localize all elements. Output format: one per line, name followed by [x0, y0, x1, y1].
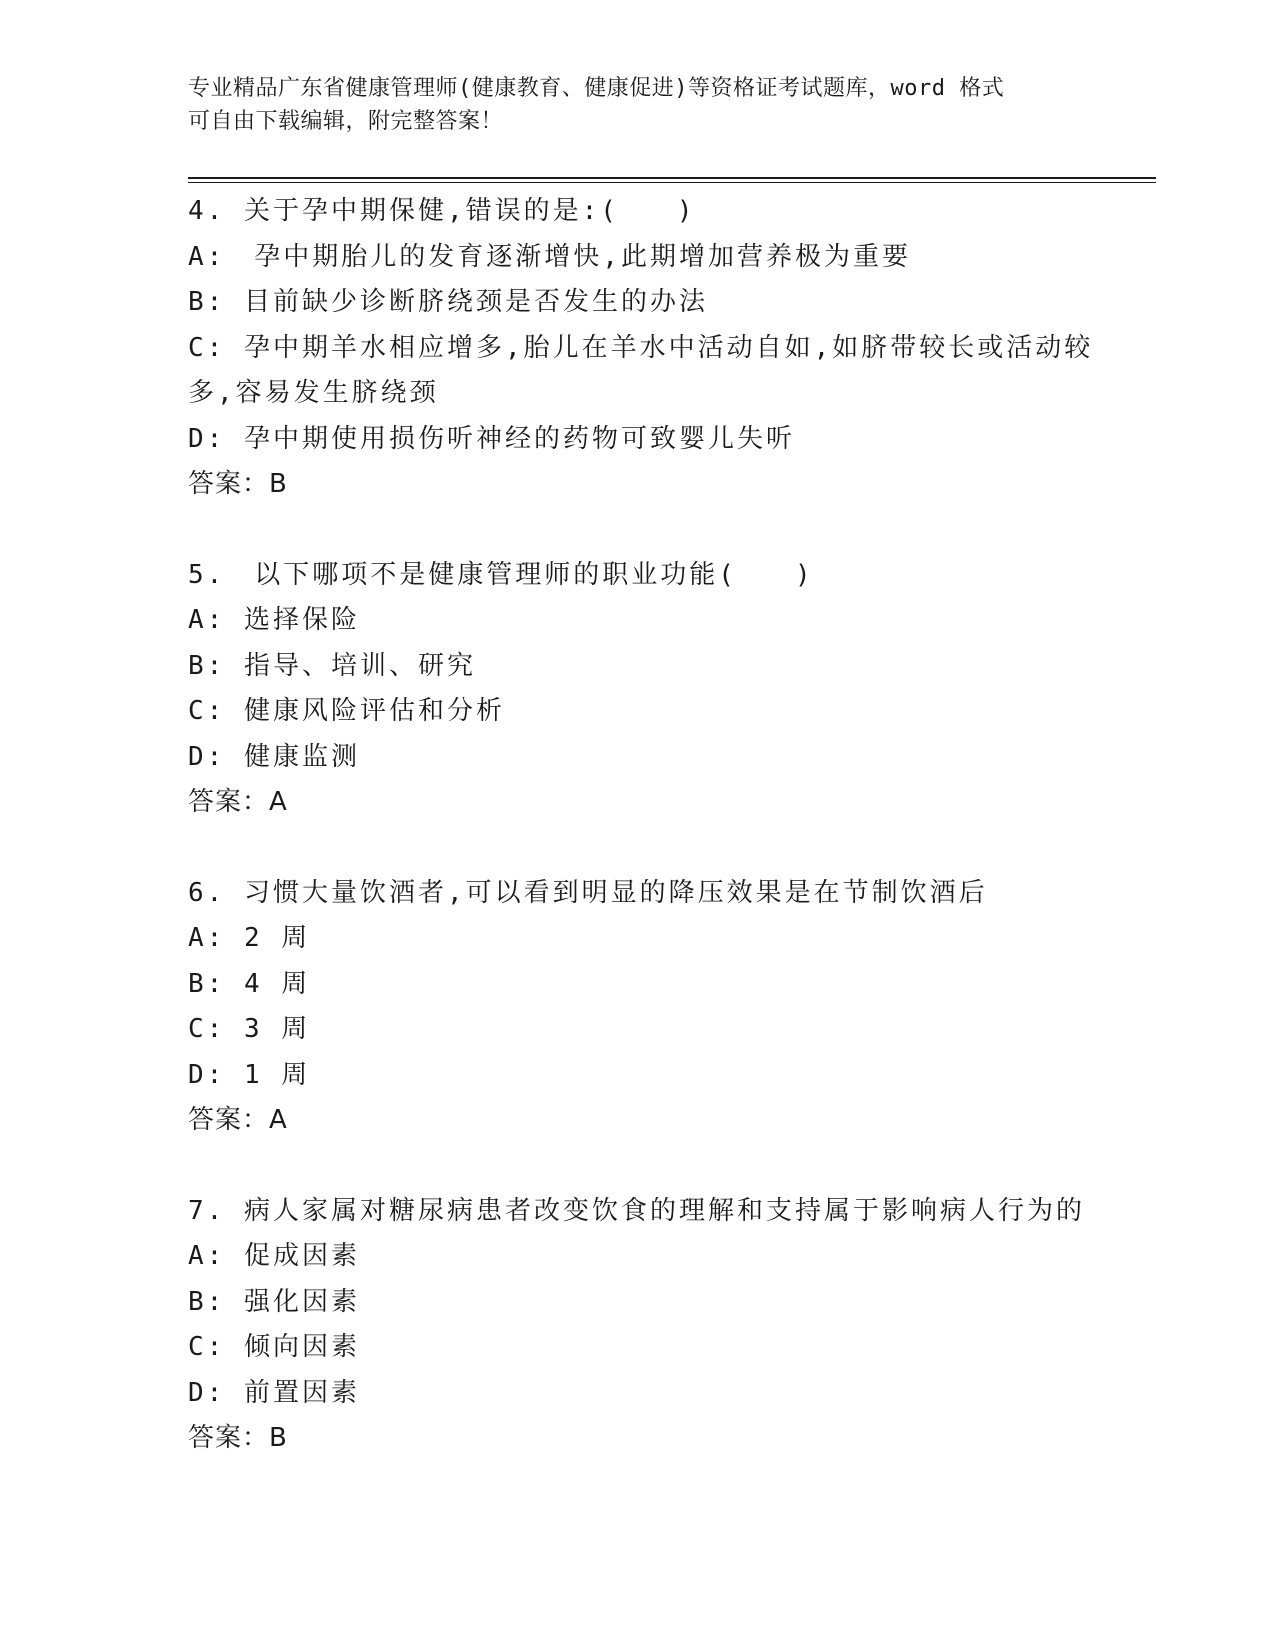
option-b: B: 目前缺少诊断脐绕颈是否发生的办法: [188, 287, 708, 317]
question-stem: 6. 习惯大量饮酒者,可以看到明显的降压效果是在节制饮酒后: [188, 877, 988, 908]
option-d: D: 健康监测: [188, 741, 360, 772]
option-a: A: 促成因素: [188, 1241, 360, 1271]
question-5: [188, 553, 1088, 826]
option-d: D: 1 周: [188, 1059, 311, 1090]
option-c: C: 倾向因素: [188, 1332, 360, 1362]
question-stem: 7. 病人家属对糖尿病患者改变饮食的理解和支持属于影响病人行为的: [188, 1195, 1085, 1226]
option-b: B: 指导、培训、研究: [188, 650, 476, 681]
option-c-continued: 多,容易发生脐绕颈: [188, 378, 439, 408]
question-4: [188, 189, 1094, 508]
option-b: B: 强化因素: [188, 1286, 360, 1317]
answer-label: 答案：B: [188, 469, 288, 499]
answer-label: 答案：A: [188, 1105, 288, 1135]
option-c: C: 3 周: [188, 1014, 311, 1044]
option-a: A: 孕中期胎儿的发育逐渐增快,此期增加营养极为重要: [188, 241, 911, 272]
question-list: [188, 189, 1094, 1507]
option-c: C: 孕中期羊水相应增多,胎儿在羊水中活动自如,如脐带较长或活动较: [188, 332, 1094, 363]
header-divider-thick: [188, 177, 1156, 179]
document-header: [188, 72, 1088, 138]
question-6: [188, 871, 1088, 1144]
option-a: A: 2 周: [188, 923, 311, 953]
option-b: B: 4 周: [188, 968, 311, 999]
header-divider-thin: [188, 182, 1156, 183]
answer-label: 答案：B: [188, 1423, 288, 1453]
question-stem: 5. 以下哪项不是健康管理师的职业功能( ): [188, 559, 814, 590]
option-c: C: 健康风险评估和分析: [188, 696, 505, 726]
option-d: D: 前置因素: [188, 1377, 360, 1408]
question-stem: 4. 关于孕中期保健,错误的是:( ): [188, 196, 696, 226]
header-line-1: 专业精品广东省健康管理师(健康教育、健康促进)等资格证考试题库，word 格式: [188, 76, 1005, 101]
option-d: D: 孕中期使用损伤听神经的药物可致婴儿失听: [188, 423, 795, 454]
question-7: [188, 1189, 1088, 1462]
answer-label: 答案：A: [188, 787, 288, 817]
option-a: A: 选择保险: [188, 605, 360, 635]
header-line-2: 可自由下载编辑，附完整答案！: [188, 109, 504, 134]
